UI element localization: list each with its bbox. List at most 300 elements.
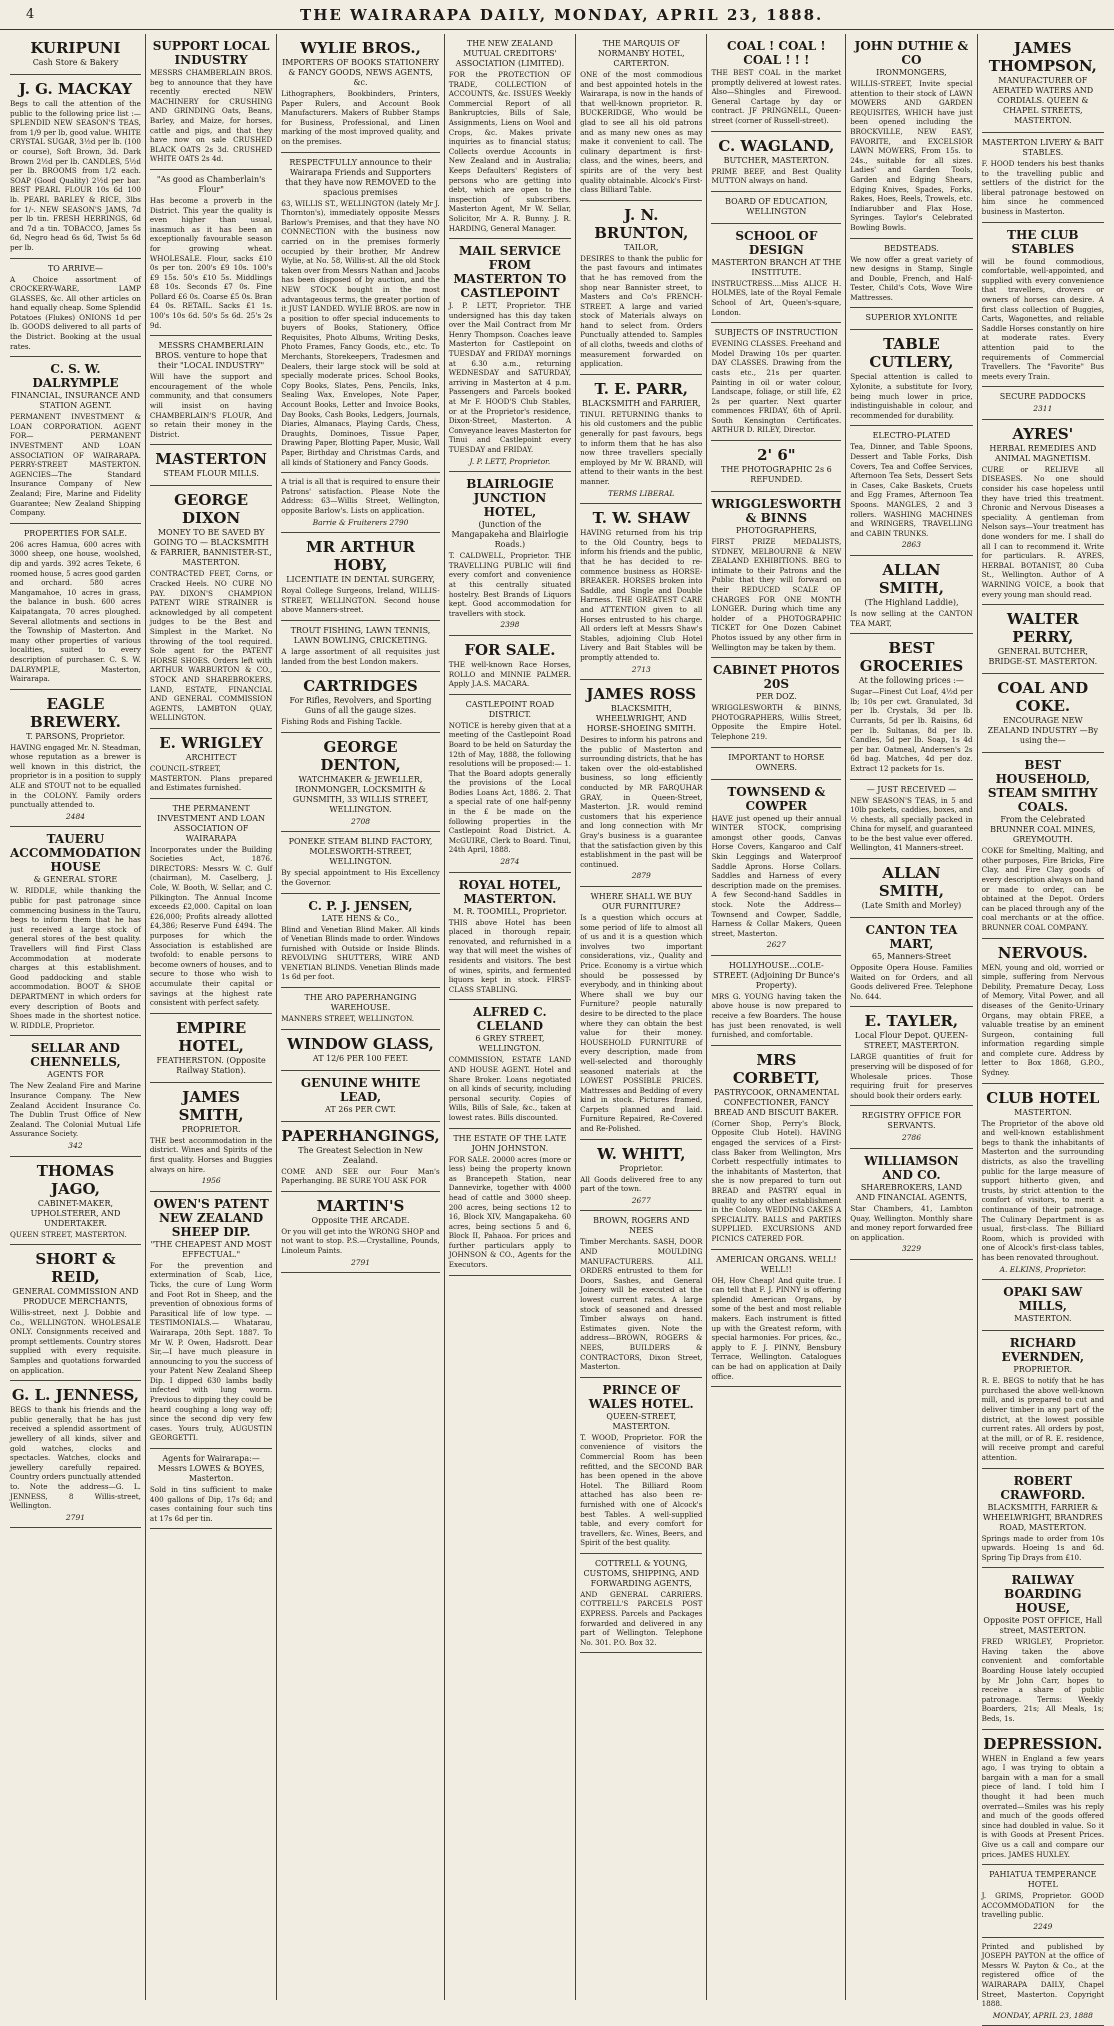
ad-subheading: IMPORTANT to HORSE OWNERS.: [728, 752, 825, 772]
advertisement: [281, 1030, 439, 1071]
ad-footer: 2863: [901, 540, 921, 550]
ad-footer: 2484: [65, 811, 85, 821]
ad-heading: WALTER PERRY,: [1006, 610, 1079, 647]
advertisement: [982, 1568, 1104, 1729]
ad-body: OH, How Cheap! And quite true. I can tell that F. J. PINNY is offering splendid American Organs, by some of the best and most reliable makers. Each instrument is fitted up with the Greatest reform, with special harmonies. For prices, &c., apply to F. J. PINNY, Bensbury Terrace, Wellington. Catalogues can be had on application at Daily office.: [711, 1275, 842, 1381]
ad-subheading: PROPRIETOR.: [181, 1124, 241, 1134]
advertisement: [850, 780, 972, 860]
ad-subheading: PHOTOGRAPHERS,: [735, 526, 817, 536]
advertisement: [10, 690, 141, 828]
ad-body: PRIME BEEF, and Best Quality MUTTON always on hand.: [711, 166, 842, 186]
ad-heading: JAMES SMITH,: [178, 1087, 244, 1124]
ad-subheading: PROPRIETOR.: [1013, 1365, 1073, 1375]
ad-heading: WYLIE BROS.,: [300, 39, 421, 57]
ad-subheading: 65, Manners-Street: [871, 952, 951, 962]
ad-body: R. E. BEGS to notify that he has purchased the above well-known mill, and is prepared to cut and deliver timber in any part of the district, at the lowest possible current rates. All orders by post, at the mill, or of R. E. residence, will receive prompt and careful attention.: [981, 1376, 1104, 1462]
advertisement: [150, 336, 272, 445]
ad-body: Has become a proverb in the District. This year the quality is even higher than usual, inasmuch as it has been an exceptionally favourable season for growing wheat. WHOLESALE. Flour, sacks £10 0s per ton. 200's £9 10s. 100's £9 15s. 50's £10 5s. Middlings £8 10s. Seconds £7 0s. Fine Pollard £6 0s. Coarse £5 0s. Bran £4 0s. RETAIL. Sacks £1 1s. 100's 10s 6d. 50's 5s 6d. 25's 2s 9d.: [149, 195, 273, 330]
advertisement: [449, 239, 571, 472]
ad-body: THE best accommodation in the district. Wines and Spirits of the first quality. Horses and Buggies always on hire.: [149, 1135, 273, 1174]
ad-subheading: TROUT FISHING, LAWN TENNIS, LAWN BOWLING, CRICKETING.: [290, 625, 431, 645]
ad-body: Or you will get into the WRONG SHOP and not want to stop. P.S.—Crystalline, Pounds, Linoleum Paints.: [281, 1226, 440, 1256]
ad-body: Desires to inform his patrons and the public of Masterton and surrounding districts, that he has taken over the old-established business, so long efficiently conducted by MR FARQUHAR GRAY, in Queen-Street, Masterton. J.R. would remind customers that his experience and long connection with Mr Gray's business is a guarantee that the satisfaction given by this establishment in the past will be continued.: [580, 735, 703, 869]
ad-body: HAVE just opened up their annual WINTER STOCK, comprising amongst other goods, Canvas Horse Covers, Kangaroo and Calf Skin Leggings and Waterproof Saddle Aprons. Horse Collars. Saddles and Harness of every description made on the premises. A few Second-hand Saddles in stock. Note the Address—Townsend and Cowper, Saddle, Harness & Collar Makers, Queen street, Masterton.: [711, 813, 842, 938]
ad-subheading: BLACKSMITH, WHEELWRIGHT, AND HORSE-SHOEING SMITH.: [586, 704, 696, 734]
advertisement: [150, 445, 272, 486]
column-8: [978, 34, 1108, 2020]
ad-subheading: THE PERMANENT INVESTMENT AND LOAN ASSOCIATION OF WAIRARAPA: [157, 803, 266, 843]
ad-footer: 2786: [901, 1133, 921, 1143]
advertisement: [982, 420, 1104, 605]
advertisement: [982, 1331, 1104, 1468]
ad-body: Lithographers, Bookbinders, Printers, Paper Rulers, and Account Book Manufacturers. Makers of Rubber Stamps for Business, Professional, and Linen marking of the most improved quality, and on the premises.: [281, 89, 440, 146]
ad-subheading: STEAM FLOUR MILLS.: [163, 469, 259, 479]
advertisement: [10, 357, 141, 524]
ad-subheading: For Rifles, Revolvers, and Sporting Guns of all the gauge sizes.: [289, 696, 432, 716]
ad-subheading: THE MARQUIS OF NORMANBY HOTEL, CARTERTON.: [597, 39, 685, 68]
ad-body: Sugar—Finest Cut Loaf, 4½d per lb; 10s per cwt. Granulated, 3d per lb. Crystals, 3d per lb. Currants, 5d per lb. Raisins, 6d per lb. Sultanas, 8d per lb. Candles, 5d per lb. Soap, 1s 4d per bar. Oatmeal, Andersen's 2s 6d bag. Matches, 4d per doz. Extract 12 packets for 1s.: [850, 687, 973, 773]
column-3: [277, 34, 444, 2000]
advertisement: [150, 1192, 272, 1449]
ad-heading: CABINET PHOTOS 20S: [712, 663, 840, 692]
ad-heading: KURIPUNI: [30, 39, 121, 57]
ad-subheading: (Late Smith and Morley): [861, 901, 962, 911]
ad-heading: TOWNSEND & COWPER: [727, 784, 826, 813]
ad-footer: TERMS LIBERAL: [608, 488, 675, 498]
advertisement: [281, 473, 439, 533]
advertisement: [850, 330, 972, 426]
ad-subheading: "THE CHEAPEST AND MOST EFFECTUAL.": [150, 1239, 272, 1259]
advertisement: [711, 748, 841, 780]
ad-subheading: Opposite POST OFFICE, Hall street, MASTERTON.: [983, 1616, 1103, 1636]
ad-body: BEGS to thank his friends and the public generally, that he has just received a splendid assortment of jewellery of all kinds, silver and gold watches, clocks and spectacles. Watches, clocks and jewellery carefully repaired. Country orders punctually attended to. Note the address—G. L. JENNESS, 8 Willis-street, Wellington.: [10, 1405, 141, 1511]
ad-body: HAVING engaged Mr. N. Steadman, whose reputation as a brewer is well known in this district, the proprietor is in a position to supply ALE and STOUT not to be equalled in the COLONY. Family orders punctually attended to.: [10, 742, 141, 810]
ad-body: Incorporates under the Building Societies Act, 1876. DIRECTORS: Messrs W. C. Gulf (chairman), M. Caselberg, J. Cole, W. Booth, W. Sellar, and C. Pilkington. The Annual Income exceeds £2,000. Capital on loan £26,000; Profits already allotted £4,386; Reserve Fund £494. The purposes for which the Association is established are twofold: to enable persons to become owners of houses, and to secure to those who wish to accumulate their capital or savings at the highest rate consistent with perfect safety.: [149, 844, 273, 1008]
advertisement: [982, 1730, 1104, 1866]
ad-heading: ROBERT CRAWFORD.: [1000, 1473, 1086, 1502]
advertisement: [281, 1122, 439, 1192]
ad-body: CONTRACTED FEET, Corns, or Cracked Heels. NO CURE NO PAY. DIXON'S CHAMPION PATENT WIRE STRAINER is acknowledged by all competent judges to be the Best and Simplest in the Market. No throwing of the tool required. Sole agent for the PATENT HORSE SHOES. Orders left with ARTHUR WARBURTON & CO., STOCK AND SHAREBROKERS, LAND, ESTATE, FINANCIAL AND GENERAL COMMISSION AGENTS, LAMBTON QUAY, WELLINGTON.: [149, 569, 273, 723]
advertisement: [982, 1084, 1104, 1281]
ad-body: ONE of the most commodious and best appointed hotels in the Wairarapa, is now in the hands of that well-known proprietor. R. BUCKERIDGE, Who would be glad to see all his old patrons and as many new ones as may make it convenient to call. The culinary department is first-class, and the wines, beers, and spirits are of the very best quality obtainable. Alcock's First-class Billiard Table.: [580, 70, 703, 195]
advertisement: [580, 1211, 702, 1377]
ad-heading: DEPRESSION.: [983, 1734, 1103, 1753]
ad-body: W. RIDDLE, while thanking the public for past patronage since commencing business in the Tauru, begs to inform them that he has just received a large stock of general stores of the best quality. Travellers will find First Class Accommodation at moderate charges at this establishment. Good paddocking and stable accommodation. BOOT & SHOE DEPARTMENT in which orders for every description of Boots and Shoes made in the shortest notice. W. RIDDLE, Proprietor.: [10, 886, 141, 1030]
advertisement: [580, 887, 702, 1140]
ad-subheading: MASTERTON LIVERY & BAIT STABLES.: [982, 138, 1104, 157]
advertisement: [982, 939, 1104, 1084]
ad-heading: WRIGGLESWORTH & BINNS: [711, 497, 842, 526]
advertisement: [449, 1000, 571, 1128]
ad-heading: TAUERU ACCOMMODATION HOUSE: [10, 832, 141, 875]
ad-body: By special appointment to His Excellency the Governor.: [281, 868, 440, 887]
ad-subheading: M. R. TOOMILL, Proprietor.: [453, 906, 567, 916]
ad-body: A large assortment of all requisites just landed from the best London makers.: [281, 646, 440, 666]
ad-body: T. WOOD, Proprietor. FOR the convenience of visitors the Commercial Room has been refitted, and the SECOND BAR has been opened in the above Hotel. The Billiard Room attached has also been re-furnished with one of Alcock's best Tables. A well-supplied table, and every comfort for travellers, &c. Wines, Beers, and Spirit of the best quality.: [580, 1432, 703, 1548]
ad-subheading: Cash Store & Bakery: [32, 58, 119, 67]
ad-body: CURE or RELIEVE all DISEASES. No one should consider his case hopeless until they have tried this treatment. Chronic and Nervous Diseases a speciality. A gentleman from Nelson says—Your treatment has done wonders for me. I shall do all I can to recommend it. Write for particulars. R. AYRES, HERBAL BOTANIST, 80 Cuba St., Wellington. Author of A WARNING VOICE, a book that every young man should read.: [981, 464, 1104, 599]
ad-subheading: MASTERTON BRANCH AT THE INSTITUTE.: [711, 257, 842, 277]
masthead: [0, 0, 1114, 30]
ad-body: COUNCIL-STREET, MASTERTON. Plans prepared and Estimates furnished.: [149, 763, 273, 793]
advertisement: [982, 605, 1104, 674]
advertisement: [711, 132, 841, 192]
ad-body: THE well-known Race Horses, ROLLO and MINNIE PALMER. Apply J.A.S. MACARA.: [448, 659, 572, 689]
ad-subheading: BROWN, ROGERS AND NEES: [593, 1216, 690, 1236]
ad-subheading: GENERAL BUTCHER, BRIDGE-ST. MASTERTON.: [988, 647, 1098, 667]
ad-heading: SCHOOL OF DESIGN: [735, 228, 818, 257]
ad-body: A trial is all that is required to ensure their Patrons' satisfaction. Please Note the Address: 63—Willis Street, Wellington, opposite Barlow's. Lists on application.: [281, 477, 440, 515]
advertisement: [150, 1014, 272, 1083]
ad-body: FOR the PROTECTION OF TRADE, COLLECTION of ACCOUNTS, &c. ISSUES Weekly Commercial Report of all Bankruptcies, Bills of Sale, Assignments, Liens on Wool and Crops, &c. Makes private inquiries as to financial status; Collects overdue Accounts in New Zealand and in Australia; Keeps Defaulters' Registers of persons who are getting into debt, which are open to the inspection of subscribers. Masterton Agent, Mr W. Sellar, Solicitor, Mr A. R. Bunny. J. R. HARDING, General Manager.: [448, 70, 572, 233]
advertisement: [580, 1554, 702, 1654]
ad-subheading: PER DOZ.: [755, 692, 797, 702]
advertisement: [850, 308, 972, 330]
advertisement: [850, 239, 972, 309]
advertisement: [982, 133, 1104, 223]
ad-heading: C. S. W. DALRYMPLE: [32, 362, 119, 391]
ad-footer: 1956: [201, 1176, 221, 1186]
ad-subheading: BUTCHER, MASTERTON.: [723, 155, 830, 165]
ad-subheading: CABINET-MAKER, UPHOLSTERER, AND UNDERTAKER.: [30, 1198, 121, 1228]
ad-body: will be found commodious, comfortable, well-appointed, and supplied with every convenience that travellers, drovers or owners of horses can desire. A first class collection of Buggies, Carts, Wagonettes, and reliable Saddle Horses constantly on hire at moderate rates. Every attention paid to the requirements of Commercial Travellers. The "Favorite" Bus meets every Train.: [981, 256, 1104, 381]
ad-body: INSTRUCTRESS....Miss ALICE H. HOLMES, late of the Royal Female School of Art, Queen's-square, London.: [711, 278, 842, 317]
advertisement: [281, 621, 439, 672]
ad-subheading: LICENTIATE IN DENTAL SURGERY,: [286, 575, 435, 585]
ad-body: Begs to call the attention of the public to the following price list :— SPLENDID NEW SEASON'S TEAS, from 1/9 per lb, good value. WHITE CRYSTAL SUGAR, 3½d per lb. (100 or course), Soft Brown, 3d. Dark Brown 2½d per lb. CANDLES, 5½d per lb. BROOMS from 1/2 each. SOAP (Good Quality) 2½d per bar. BEST PEARL FLOUR 10s 6d 100 lb. PEARL BARLEY & RICE, 3lbs for 1/-. NEW SEASON'S JAMS, 7d per lb tin. FRESH HERRINGS, 6d and 7d a tin. TOBACCO, James 5s 6d, Negro head 6s 6d, Twist 5s 6d per lb.: [10, 99, 141, 252]
ad-subheading: From the Celebrated BRUNNER COAL MINES, GREYMOUTH.: [990, 815, 1096, 845]
ad-body: COMMISSION, ESTATE LAND AND HOUSE AGENT. Hotel and Share Broker. Loans negotiated on all kinds of security, including personal security. Copies of Wills, Bills of Sale, &c., taken at lowest rates. Bills discounted.: [448, 1055, 572, 1122]
ad-footer: J. P. LETT, Proprietor.: [469, 456, 551, 466]
advertisement: [10, 1381, 141, 1528]
column-2: [146, 34, 277, 2000]
advertisement: [281, 733, 439, 833]
advertisement: [982, 1280, 1104, 1331]
advertisement: [850, 1106, 972, 1149]
ad-footer: 2879: [631, 871, 651, 881]
advertisement: [711, 441, 841, 492]
ad-subheading: 6 GREY STREET, WELLINGTON.: [475, 1034, 545, 1054]
ad-subheading: Proprietor.: [619, 1163, 664, 1173]
advertisement: [449, 695, 571, 873]
ad-subheading: PONEKE STEAM BLIND FACTORY, MOLESWORTH-STREET, WELLINGTON.: [288, 837, 433, 867]
advertisement: [711, 323, 841, 441]
ad-subheading: Local Flour Depot. QUEEN-STREET, MASTERTON.: [854, 1031, 968, 1051]
ad-subheading: IMPORTERS OF BOOKS STATIONERY & FANCY GOODS, NEWS AGENTS, &c.: [282, 58, 439, 87]
ad-footer: Barrie & Fruiterers 2790: [312, 517, 409, 527]
ad-heading: ALFRED C. CLELAND: [473, 1005, 547, 1034]
ad-subheading: AT 26s PER CWT.: [325, 1104, 396, 1114]
ad-footer: 2249: [1033, 1921, 1053, 1931]
ad-heading: E. TAYLER,: [864, 1012, 959, 1031]
advertisement: [580, 1378, 702, 1554]
ad-subheading: ARCHITECT: [185, 752, 237, 762]
ad-body: Star Chambers, 41, Lambton Quay, Wellington. Monthly share and money report forwarded free on application.: [850, 1204, 973, 1242]
ad-subheading: REGISTRY OFFICE FOR SERVANTS.: [861, 1111, 962, 1131]
ad-subheading: COTTRELL & YOUNG, CUSTOMS, SHIPPING, AND FORWARDING AGENTS,: [583, 1558, 700, 1588]
ad-heading: BEST HOUSEHOLD, STEAM SMITHY COALS.: [987, 758, 1098, 815]
advertisement: [580, 201, 702, 375]
ad-body: J. P. LETT, Proprietor. THE undersigned has this day taken over the Mail Contract from Mr Henry Thompson. Coaches leave Masterton for Castlepoint on TUESDAY and FRIDAY mornings at 6.30 a.m., returning WEDNESDAY and SATURDAY, arriving in Masterton at 4 p.m. Passengers and Parcels booked at Mr F. HOOD'S Club Stables, or at the Proprietor's residence, Dixon-Street, Masterton. A Conveyance leaves Masterton for Tinui and Castlepoint every TUESDAY and FRIDAY.: [448, 301, 572, 454]
advertisement: [850, 634, 972, 779]
ad-heading: CANTON TEA MART,: [865, 923, 958, 952]
column-5: [576, 34, 707, 2000]
ad-subheading: ENCOURAGE NEW ZEALAND INDUSTRY —By using the—: [987, 716, 1098, 746]
ad-body: FIRST PRIZE MEDALISTS, SYDNEY, MELBOURNE & NEW ZEALAND EXHIBITIONS. BEG to intimate to their Patrons and the Public that they will forward on their REDUCED SCALE OF CHARGES FOR ONE MONTH LONGER. During which time any holder of a PHOTOGRAPHIC TICKET for One Dozen Cabinet Photos issued by any other firm in Wellington may be taken by them.: [711, 537, 842, 652]
ad-heading: BEST GROCERIES: [859, 639, 964, 676]
ad-subheading: T. PARSONS, Proprietor.: [26, 731, 125, 741]
page-number: 4: [26, 7, 36, 22]
ad-body: T. CALDWELL, Proprietor. THE TRAVELLING PUBLIC will find every comfort and convenience at this centrally situated hostelry. Best Brands of Liquors kept. Good accommodation for travellers with stock.: [448, 551, 572, 618]
ad-subheading: — JUST RECEIVED —: [866, 784, 957, 794]
ad-subheading: "As good as Chamberlain's Flour": [156, 174, 266, 194]
ad-heading: OPAKI SAW MILLS,: [1003, 1285, 1083, 1314]
ad-heading: CLUB HOTEL: [986, 1088, 1100, 1107]
advertisement: [150, 729, 272, 799]
ad-heading: MRS CORBETT,: [732, 1050, 820, 1087]
ad-body: Opposite Opera House. Families Waited on for Orders, and all Goods delivered Free. Telephone No. 644.: [850, 963, 973, 1001]
ad-heading: THOMAS JAGO,: [36, 1161, 115, 1198]
ad-heading: THE CLUB STABLES: [1007, 227, 1079, 256]
ad-body: Will have the support and encouragement of the whole community, and that consumers will insist on having CHAMBERLAIN'S FLOUR, And so retain their money in the District.: [149, 372, 273, 439]
ad-body: For the prevention and extermination of Scab, Lice, Ticks, the cure of Lung Worm and Foot Rot in Sheep, and the prevention of obnoxious forms of Parasitical life of low type. —TESTIMONIALS.— Whatarau, Wairarapa, 20th Sept. 1887. To Mr W. P. Owen, Hadsrott. Dear Sir,—I have much pleasure in announcing to you the success of your Patent New Zealand Sheep Dip. I dipped 630 lambs badly infected with lung worm. Previous to dipping they could be heard coughing a long way off; since the second dip very few cases. Yours truly, AUGUSTIN GEORGETTI.: [149, 1260, 273, 1443]
ad-body: Royal College Surgeons, Ireland, WILLIS-STREET, WELLINGTON. Second house above Manners-street.: [281, 586, 440, 615]
ad-subheading: THE NEW ZEALAND MUTUAL CREDITORS' ASSOCIATION (LIMITED).: [455, 39, 565, 68]
advertisement: [711, 1046, 841, 1250]
ad-body: WRIGGLESWORTH & BINNS, PHOTOGRAPHERS, Willis Street, Opposite the Empire Hotel. Telephone 219.: [711, 703, 842, 741]
ad-heading: GEORGE DENTON,: [320, 737, 401, 774]
advertisement: [711, 192, 841, 224]
ad-heading: JAMES ROSS: [586, 685, 697, 704]
ad-heading: W. WHITT,: [597, 1144, 686, 1163]
ad-subheading: SECURE PADDOCKS: [999, 392, 1086, 402]
ad-heading: SUPPORT LOCAL INDUSTRY: [152, 39, 270, 67]
ad-heading: PAPERHANGINGS,: [281, 1126, 440, 1145]
advertisement: [982, 387, 1104, 420]
ad-subheading: HERBAL REMEDIES AND ANIMAL MAGNETISM.: [989, 443, 1097, 463]
ad-subheading: MASTERTON.: [1014, 1107, 1072, 1117]
ad-heading: MR ARTHUR HOBY,: [305, 538, 415, 575]
advertisement: [982, 223, 1104, 388]
ad-subheading: BLACKSMITH, FARRIER & WHEELWRIGHT, BRANDRES ROAD, MASTERTON.: [982, 1502, 1103, 1532]
ad-footer: 2713: [631, 664, 651, 674]
ad-subheading: (Junction of the Mangapakeha and Blairlogie Roads.): [451, 520, 569, 550]
advertisement: [281, 153, 439, 474]
ad-footer: A. ELKINS, Proprietor.: [999, 1264, 1087, 1274]
ad-heading: G. L. JENNESS,: [11, 1386, 140, 1405]
advertisement: [850, 1149, 972, 1260]
ad-body: NOTICE is hereby given that at a meeting of the Castlepoint Road Board to be held on Saturday the 12th of May, 1888, the following resolutions will be proposed:— 1. That the Board adopts generally the provisions of the Local Bodies Loans Act, 1886. 2. That a special rate of one half-penny in the £ be made on the following properties in the Castlepoint Road District. A. McGUIRE, Clerk to Board. Tinui, 24th April, 1888.: [448, 720, 572, 855]
ad-subheading: WHERE SHALL WE BUY OUR FURNITURE?: [590, 892, 692, 911]
ad-body: Special attention is called to Xylonite, a substitute for Ivory, being much lower in price, indistinguishable in colour, and recommended for durability.: [850, 372, 973, 420]
ad-subheading: FINANCIAL, INSURANCE AND STATION AGENT.: [11, 391, 140, 411]
ad-footer: 2398: [500, 620, 520, 630]
advertisement: [982, 1865, 1104, 1937]
ad-heading: J. N. BRUNTON,: [594, 205, 689, 242]
advertisement: [150, 486, 272, 729]
advertisement: [10, 1036, 141, 1156]
ad-subheading: THE PHOTOGRAPHIC 2s 6 REFUNDED.: [720, 465, 832, 485]
ad-heading: CARTRIDGES: [303, 677, 418, 696]
advertisement: [449, 873, 571, 1001]
ad-body: THIS above Hotel has been placed in thorough repair, renovated, and refurnished in a way that will meet the wishes of residents and visitors. The best of wines, spirits, and fermented liquors kept in stock. FIRST-CLASS STABLING.: [448, 917, 572, 994]
ad-heading: EAGLE BREWERY.: [30, 694, 121, 731]
advertisement: [850, 859, 972, 918]
ad-subheading: CASTLEPOINT ROAD DISTRICT.: [465, 699, 555, 719]
advertisement: [711, 956, 841, 1046]
advertisement: [982, 1938, 1104, 2026]
advertisement: [711, 780, 841, 956]
ad-subheading: PAHIATUA TEMPERANCE HOTEL: [989, 1870, 1097, 1890]
ad-subheading: PROPERTIES FOR SALE.: [23, 528, 127, 538]
ad-body: Fishing Rods and Fishing Tackle.: [281, 717, 402, 727]
advertisement: [580, 1140, 702, 1212]
advertisement: [150, 1083, 272, 1192]
ad-subheading: BOARD OF EDUCATION, WELLINGTON: [725, 196, 828, 216]
ad-body: COME AND SEE our Four Man's Paperhanging. BE SURE YOU ASK FOR: [281, 1166, 440, 1186]
ad-subheading: TAILOR,: [624, 242, 659, 252]
advertisement: [281, 1192, 439, 1273]
ad-heading: PRINCE OF WALES HOTEL.: [588, 1382, 694, 1411]
advertisement: [449, 1129, 571, 1276]
ad-subheading: The Greatest Selection in New Zealand.: [298, 1145, 423, 1165]
ad-subheading: IRONMONGERS,: [876, 68, 947, 77]
advertisement: [10, 75, 141, 259]
ad-footer: 3229: [901, 1244, 921, 1254]
ad-footer: MONDAY, APRIL 23, 1888: [992, 2010, 1093, 2020]
ad-heading: MAIL SERVICE FROM MASTERTON TO CASTLEPOINT: [453, 244, 567, 301]
ad-body: MEN, young and old, worried or simple, suffering from Nervous Debility, Premature Decay, Loss of Memory, Vital Power, and all diseases of the Genito-Urinary Organs, may obtain FREE, a valuable treatise by an eminent Surgeon, containing full information regarding simple and complete cure. Address by letter to Box 1868, G.P.O., Sydney.: [981, 962, 1104, 1078]
ad-body: J. GRIMS, Proprietor. GOOD ACCOMMODATION for the travelling public.: [981, 1891, 1104, 1920]
ad-body: Blind and Venetian Blind Maker. All kinds of Venetian Blinds made to order. Windows furnished with Outside or Inside Blinds. REVOLVING SHUTTERS, WIRE AND VENETIAN BLINDS. Venetian Blinds made 1s 6d per foot.: [281, 924, 440, 982]
ad-body: Printed and published by JOSEPH PAYTON at the office of Messrs W. Payton & Co., at the registered office of the WAIRARAPA DAILY, Chapel Street, Masterton. Copyright 1888.: [981, 1941, 1104, 2009]
advertisement: [281, 34, 439, 153]
ad-body: PERMANENT INVESTMENT & LOAN CORPORATION. AGENT FOR— PERMANENT INVESTMENT AND LOAN ASSOCIATION OF WAIRARAPA. PERRY-STREET MASTERTON. AGENCIES—The Standard Insurance Company of New Zealand; Fire, Marine and Fidelity Guarantee; New Zealand Shipping Company.: [10, 412, 141, 518]
ad-subheading: AMERICAN ORGANS. WELL! WELL!!: [716, 1254, 837, 1274]
advertisement: [850, 34, 972, 239]
ad-heading: AYRES': [1012, 424, 1074, 443]
ad-subheading: AGENTS FOR: [47, 1070, 104, 1080]
ad-subheading: THE ARO PAPERHANGING WAREHOUSE.: [304, 993, 417, 1013]
advertisement: [580, 504, 702, 680]
advertisement: [982, 753, 1104, 938]
ad-body: EVENING CLASSES. Freehand and Model Drawing 10s per quarter. DAY CLASSES. Drawing from the casts etc., 21s per quarter. Painting in oil or water colour, Landscape, foliage, or still life, £2 2s per quarter. Next quarter commences FRIDAY, 6th of April. South Kensington Certificates. ARTHUR D. RILEY, Director.: [711, 339, 842, 435]
ad-body: (Corner Shop, Perry's Block, Opposite Club Hotel). HAVING engaged the services of a First-class Baker from Wellington, Mrs Corbett respectfully intimates to the inhabitants of Masterton, that she is now prepared to turn out BREAD and PASTRY equal in quality to any other establishment in the Colony. WEDDING CAKES A SPECIALITY. BALLS and PARTIES SUPPLIED. EXCURSIONS AND PICNICS CATERED FOR.: [711, 1118, 842, 1243]
advertisement: [850, 918, 972, 1007]
ad-body: The New Zealand Fire and Marine Insurance Company. The New Zealand Accident Insurance Co. The Dublin Trust Office of New Zealand. The Colonial Mutual Life Assurance Society.: [10, 1081, 141, 1139]
ad-body: A Choice assortment of CROCKERY-WARE, LAMP GLASSES, &c. All other articles on hand equally cheap. Some Splendid Potatoes (Flukes) ONIONS 1d per lb. GOODS delivered to all parts of the District. Booking at the usual rates.: [10, 274, 141, 351]
ad-subheading: HOLLYHOUSE...COLE-STREET. (Adjoining Dr Bunce's Property).: [713, 960, 840, 990]
ad-subheading: (The Highland Laddie),: [864, 597, 959, 607]
advertisement: [150, 170, 272, 336]
ad-subheading: At the following prices :—: [858, 676, 964, 686]
advertisement: [449, 34, 571, 239]
ad-heading: MARTIN'S: [316, 1196, 405, 1215]
ad-subheading: PASTRYCOOK, ORNAMENTAL CONFECTIONER, FANCY BREAD AND BISCUIT BAKER.: [713, 1087, 839, 1117]
ad-heading: ALLAN SMITH,: [878, 864, 944, 901]
ad-body: F. HOOD tenders his best thanks to the travelling public and settlers of the district for the liberal patronage bestowed on him since he commenced business in Masterton.: [981, 159, 1104, 216]
ad-body: LARGE quantities of fruit for preserving will be disposed of for Wholesale prices. Those requiring fruit for preserves should book their orders early.: [850, 1052, 973, 1100]
column-4: [445, 34, 576, 2000]
ad-heading: C. P. J. JENSEN,: [308, 898, 413, 913]
advertisement: [150, 1449, 272, 1529]
ad-heading: RAILWAY BOARDING HOUSE,: [1004, 1573, 1082, 1616]
ad-footer: 2677: [631, 1195, 651, 1205]
ad-body: 63, WILLIS ST., WELLINGTON (lately Mr J. Thornton's), immediately opposite Messrs Barlow's Premises, and that they have NO CONNECTION with the business now carried on in the premises formerly occupied by their brother, Mr Andrew Wylie, at No. 58, Willis-st. All the old Stock taken over from Messrs Nathan and Jacobs has been disposed of by auction, and the NEW STOCK bought in the most advantageous terms, the greater portion of it JUST LANDED. WYLIE BROS. are now in a position to offer special inducements to buyers of Books, Stationery, Office Requisites, Photo Albums, Writing Desks, Photo Frames, Fancy Goods, etc., etc. To Merchants, Storekeepers, Tradesmen and Dealers, their large stock will be sold at specially moderate prices. School Books, Copy Books, Slates, Pens, Pencils, Inks, Sealing Wax, Envelopes, Note Paper, Account Books, Letter and Invoice Books, Day Books, Cash Books, Ledgers, Journals, Diaries, Almanacs, Playing Cards, Chess, Draughts, Dominoes, Tissue Paper, Drawing Paper, Blotting Paper, Music, Wall Paper, Birthday and Christmas Cards, and all kinds of Stationery and Fancy Goods.: [281, 198, 440, 467]
ad-heading: GEORGE DIXON: [174, 491, 249, 528]
ad-subheading: BLACKSMITH and FARRIER,: [581, 398, 701, 408]
advertisement: [711, 224, 841, 323]
ad-body: MRS G. YOUNG having taken the above house is now prepared to receive a few Boarders. The house has just been renovated, is well furnished, and comfortable.: [711, 991, 842, 1040]
advertisement: [10, 1157, 141, 1246]
ad-subheading: LATE HENS & Co.,: [321, 913, 400, 923]
advertisement: [10, 259, 141, 358]
ad-heading: WINDOW GLASS,: [287, 1034, 434, 1053]
ad-body: The Proprietor of the above old and well-known establishment begs to thank the inhabitants of Masterton and the surrounding districts, as also the travelling public for the large measure of support hitherto given, and trusts, by strict attention to the comfort of visitors, to merit a continuance of their patronage. The Culinary Department is as usual, first-class. The Billiard Room, which is provided with one of Alcock's first-class tables, has been renovated throughout.: [981, 1118, 1104, 1262]
ad-heading: J. G. MACKAY: [18, 80, 133, 98]
advertisement: [281, 1071, 439, 1122]
ad-footer: 2311: [1033, 404, 1053, 414]
ad-body: MANNERS STREET, WELLINGTON.: [281, 1014, 415, 1024]
ad-body: COKE for Smelting, Malting, and other purposes, Fire Bricks, Fire Clay, and Fire Clay goods of every description always on hand or made to order, can be obtained at the Depot. Orders can be placed through any of the coal merchants or at the office. BRUNNER COAL COMPANY.: [981, 846, 1104, 932]
ad-heading: COAL AND COKE.: [997, 679, 1089, 716]
ad-body: DESIRES to thank the public for the past favours and intimates that he has removed from the shop near Bannister street, to Masters and Co's FRENCH-STREET. A large and varied stock of Materials always on hand to select from. Orders Punctually attended to. Samples of all cloths, tweeds and cloths of measurement forwarded on application.: [580, 253, 703, 369]
ad-subheading: & GENERAL STORE: [33, 875, 118, 885]
ad-heading: T. E. PARR,: [594, 379, 689, 398]
ad-body: We now offer a great variety of new designs in Stamp, Single and Double, French, and Half-Tester, Child's Cots, Wove Wire Mattresses.: [850, 254, 973, 302]
ad-heading: OWEN'S PATENT NEW ZEALAND SHEEP DIP.: [153, 1196, 269, 1239]
ad-heading: 2' 6": [757, 446, 796, 465]
ad-body: AND GENERAL CARRIERS. COTTRELL'S PARCELS POST EXPRESS. Parcels and Packages forwarded and delivered in any part of Wellington. Telephone No. 301. P.O. Box 32.: [580, 1589, 703, 1647]
ad-heading: ALLAN SMITH,: [878, 560, 944, 597]
ad-subheading: Opposite THE ARCADE.: [311, 1215, 410, 1225]
ad-body: HAVING returned from his trip to the Old Country, begs to inform his friends and the public, that he has decided to re-commence business as HORSE-BREAKER. HORSES broken into Saddle, and Single and Double Harness. THE GREATEST CARE and ATTENTION given to all Horses entrusted to his charge. All orders left at Messrs Shaw's Stables, adjoining Club Hotel Livery and Bait Stables will be promptly attended to.: [580, 528, 703, 662]
advertisement-columns: [6, 34, 1108, 2020]
ad-body: Is a question which occurs at some period of life to almost all of us and it is a question which involves two important considerations, viz., Quality and Price. Economy is a virtue which should be possessed by everybody, and in thinking about Where shall we buy our Furniture? people naturally desire to be directed to the place where they can obtain the best value for their money. HOUSEHOLD FURNITURE of every description, made from well-selected and thoroughly seasoned materials at the LOWEST POSSIBLE PRICES. Mattresses and Bedding of every kind in stock. Pictures framed, Carpets planned and laid. Furniture Repaired, Re-Covered and Re-Polished.: [580, 913, 703, 1134]
ad-body: Timber Merchants. SASH, DOOR AND MOULDING MANUFACTURERS. ALL ORDERS entrusted to them for Doors, Sashes, and General Joinery will be executed at the lowest current rates. A large stock of seasoned and dressed Timber always on hand. Estimates given. Note the address—BROWN, ROGERS & NEES, BUILDERS & CONTRACTORS, Dixon Street, Masterton.: [580, 1237, 703, 1372]
ad-heading: SHORT & REID,: [35, 1250, 116, 1287]
ad-body: WHEN in England a few years ago, I was trying to obtain a bargain with a man for a small piece of land. I told him I thought it had been much overrated—Smiles was his reply and much of the goods offered since had doubled in value. So it is with Goods at Present Prices. Give us a call and compare our prices. JAMES HUXLEY.: [981, 1753, 1104, 1859]
ad-heading: SELLAR AND CHENNELLS,: [30, 1041, 121, 1070]
ad-subheading: THE ESTATE OF THE LATE JOHN JOHNSTON.: [453, 1133, 567, 1153]
ad-body: MESSRS CHAMBERLAIN BROS. beg to announce that they have recently erected NEW MACHINERY for CRUSHING AND GRINDING Oats, Beans, Barley, and Maize, for horses, cattle and pigs, and that they have now on sale CRUSHED BLACK OATS 2s 3d. CRUSHED WHITE OATS 2s 4d.: [149, 68, 273, 164]
advertisement: [281, 894, 439, 989]
ad-subheading: Agents for Wairarapa:— Messrs LOWES & BOYES, Masterton.: [157, 1454, 265, 1484]
ad-subheading: MANUFACTURER OF AERATED WATERS AND CORDIALS. QUEEN & CHAPEL STREETS, MASTERTON.: [992, 76, 1094, 125]
advertisement: [10, 34, 141, 75]
advertisement: [449, 636, 571, 695]
ad-body: QUEEN STREET, MASTERTON.: [10, 1229, 127, 1239]
ad-subheading: ELECTRO-PLATED: [872, 431, 951, 441]
ad-subheading: RESPECTFULLY announce to their Wairarapa Friends and Supporters that they have now REMOVED to the spacious premises: [285, 157, 436, 197]
ad-footer: 2874: [500, 857, 520, 867]
ad-heading: FOR SALE.: [464, 640, 556, 659]
column-7: [846, 34, 977, 2000]
ad-heading: EMPIRE HOTEL,: [175, 1018, 247, 1055]
ad-body: Is now selling at the CANTON TEA MART,: [850, 608, 973, 628]
advertisement: [10, 524, 141, 690]
advertisement: [711, 34, 841, 132]
ad-heading: C. WAGLAND,: [718, 136, 835, 155]
ad-footer: 2708: [350, 816, 371, 826]
column-1: [6, 34, 146, 2000]
advertisement: [150, 799, 272, 1014]
advertisement: [580, 34, 702, 201]
advertisement: [281, 988, 439, 1030]
ad-subheading: MASTERTON.: [1014, 1314, 1072, 1324]
ad-body: Springs made to order from 10s upwards. Hoeing 1s and 6d. Spring Tip Drays from £10.: [981, 1533, 1104, 1562]
ad-heading: COAL ! COAL ! COAL ! ! !: [727, 39, 826, 67]
